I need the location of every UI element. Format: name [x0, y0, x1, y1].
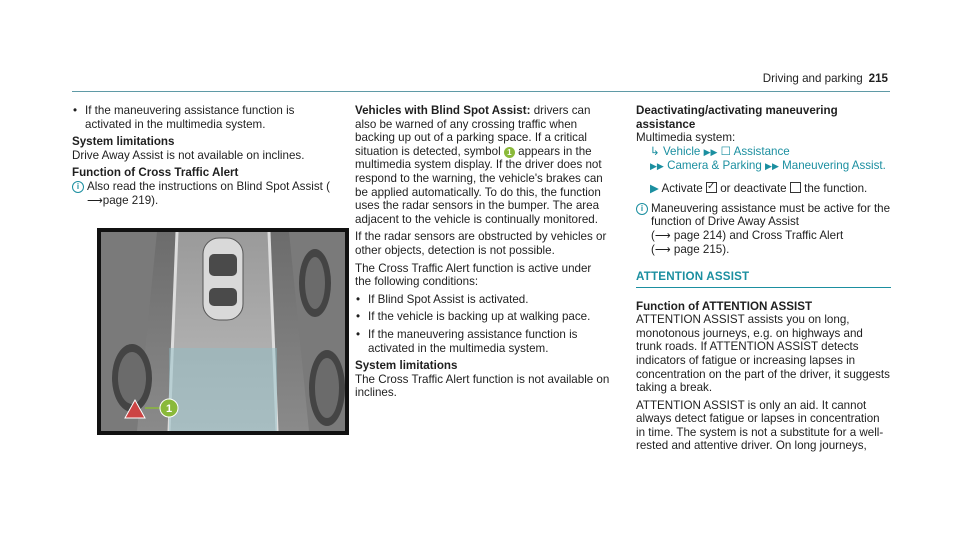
cross-traffic-illustration	[97, 228, 349, 435]
condition-item: • If Blind Spot Assist is activated.	[355, 293, 610, 307]
column-2	[355, 104, 610, 404]
info-note	[72, 180, 330, 208]
note-text-a: Also read the instructions on Blind Spot Assist (	[87, 179, 330, 193]
menu-path-camera-parking[interactable]: Camera & Parking	[667, 159, 762, 173]
system-limitations-text: Drive Away Assist is not available on inclines.	[72, 148, 305, 162]
system-limitations-text: The Cross Traffic Alert function is not available on inclines.	[355, 372, 610, 400]
path-separator-icon: ▶▶	[765, 161, 779, 172]
path-start-arrow-icon: ↳	[650, 144, 660, 158]
page-reference-arrow-icon: ⟶	[654, 229, 671, 242]
page-reference-arrow-icon: ⟶	[654, 244, 671, 257]
section-title: ATTENTION ASSIST	[636, 269, 750, 283]
menu-path-vehicle[interactable]: Vehicle	[662, 144, 701, 158]
symbol-1-icon: 1	[504, 147, 515, 158]
bullet-item: • If the maneuvering assistance function is activated in the multimedia system.	[72, 104, 330, 131]
menu-path-row-1	[636, 145, 891, 160]
note-text-a: Maneuvering assistance must be active for the function of Drive Away Assist	[651, 201, 891, 229]
activate-instruction	[636, 182, 891, 196]
menu-path-maneuvering-assist[interactable]: Maneuvering Assist.	[782, 159, 886, 173]
function-paragraph-1: ATTENTION ASSIST assists you on long, monotonous journeys, e.g. on highways and trunk roads. If ATTENTION ASSIST detects indicators of fatigue or increasing lapses in concentration on the part of the driver, it suggests taking a break.	[636, 313, 890, 395]
car-icon: ☐	[720, 144, 732, 158]
unchecked-checkbox-icon[interactable]	[790, 182, 801, 193]
system-limitations-heading: System limitations	[72, 135, 175, 149]
activate-text-a: Activate	[661, 181, 703, 195]
activate-text-c: the function.	[804, 181, 868, 195]
column-1	[72, 104, 330, 212]
page-number: 215	[868, 72, 888, 85]
blind-spot-heading: Vehicles with Blind Spot Assist:	[355, 104, 531, 117]
paragraph-text-b: appears in the multimedia system display. If the driver does not respond to the warning, the vehicle's brakes can be applied automatically. To do this, the function uses the radar sensors in the bumper. The area adjacent to the vehicle is continually monitored.	[355, 144, 603, 226]
header-divider	[72, 91, 890, 92]
menu-path-assistance[interactable]: Assistance	[733, 144, 790, 158]
column-3	[636, 104, 891, 457]
path-separator-icon: ▶▶	[703, 146, 718, 157]
page-header	[763, 72, 888, 86]
paragraph-obstructed: If the radar sensors are obstructed by vehicles or other objects, detection is not possible.	[355, 230, 607, 257]
checked-checkbox-icon[interactable]	[706, 182, 717, 193]
cross-traffic-alert-heading: Function of Cross Traffic Alert	[72, 166, 239, 180]
menu-path-row-2	[636, 159, 891, 174]
condition-item: • If the vehicle is backing up at walking pace.	[355, 310, 610, 324]
section-divider	[636, 287, 891, 288]
paragraph-conditions: The Cross Traffic Alert function is active under the following conditions:	[355, 261, 592, 289]
info-icon: i	[72, 181, 84, 193]
page-link[interactable]: page 219).	[102, 193, 159, 207]
condition-item: • If the maneuvering assistance function is activated in the multimedia system.	[355, 328, 610, 355]
header-title: Driving and parking	[762, 72, 863, 85]
deactivate-heading: Deactivating/activating maneuvering assistance	[636, 104, 838, 131]
system-limitations-heading: System limitations	[355, 359, 458, 373]
function-paragraph-2: ATTENTION ASSIST is only an aid. It cannot always detect fatigue or lapses in concentration in time. The system is not a substitute for a well-rested and attentive driver. On long journeys,	[636, 398, 884, 453]
callout-number: 1	[165, 403, 173, 415]
info-icon: i	[636, 203, 648, 215]
page-link[interactable]: page 214) and Cross Traffic Alert	[673, 228, 844, 242]
function-heading: Function of ATTENTION ASSIST	[636, 299, 813, 313]
multimedia-label: Multimedia system:	[636, 131, 736, 145]
parking-scene-image	[97, 228, 349, 435]
info-note: i Maneuvering assistance must be active for the function of Drive Away Assist (⟶ page 214) and Cross Traffic Alert (⟶ page 215).	[636, 202, 891, 258]
path-separator-icon: ▶▶	[650, 161, 664, 172]
page-link[interactable]: page 215).	[673, 243, 730, 257]
activate-text-b: or deactivate	[720, 181, 787, 195]
paragraph-text-a: drivers can also be warned of any crossing traffic when backing up out of a parking space. If a critical situation is detected, symbol	[355, 104, 591, 158]
action-arrow-icon: ▶	[650, 181, 659, 195]
paragraph-blind-spot	[355, 104, 610, 226]
page-reference-arrow-icon: ⟶	[87, 194, 103, 207]
